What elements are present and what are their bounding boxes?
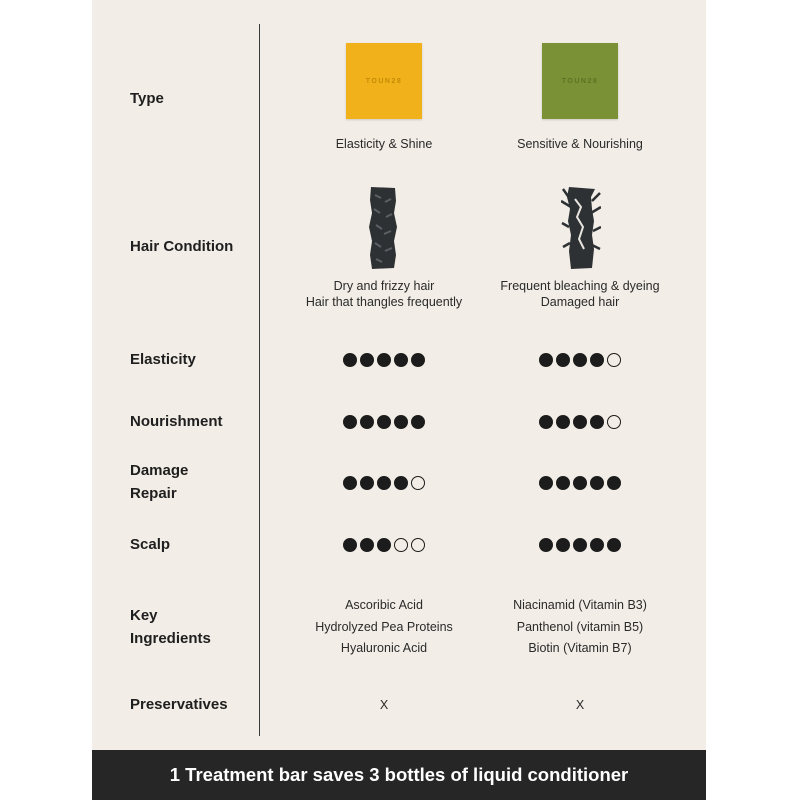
rating-dot-filled [607, 476, 621, 490]
rating-dot-filled [539, 353, 553, 367]
rating-dot-filled [343, 476, 357, 490]
rating-dot-filled [411, 353, 425, 367]
product-type: Elasticity & Shine [335, 137, 433, 151]
rating-dot-filled [573, 476, 587, 490]
rating-dot-filled [556, 538, 570, 552]
rating-dot-filled [607, 538, 621, 552]
scalp-rating [470, 537, 690, 553]
rating-dot-filled [573, 538, 587, 552]
ingredient-item: Biotin (Vitamin B7) [528, 641, 632, 655]
damaged-hair-icon [561, 187, 601, 269]
hair-condition-line: Frequent bleaching & dyeing [500, 279, 660, 293]
damage-repair-rating [470, 475, 690, 491]
rating-dot-filled [539, 415, 553, 429]
row-label-hair-condition: Hair Condition [130, 238, 234, 255]
hair-condition-text [274, 278, 494, 310]
rating-dot-filled [556, 476, 570, 490]
rating-dot-filled [360, 476, 374, 490]
rating-dot-empty [411, 476, 425, 490]
rating-dot-filled [539, 538, 553, 552]
rating-dot-filled [556, 415, 570, 429]
row-label-elasticity: Elasticity [130, 351, 196, 368]
rating-dot-filled [377, 415, 391, 429]
row-label-type: Type [130, 90, 164, 107]
rating-dot-filled [394, 353, 408, 367]
ingredient-item: Panthenol (vitamin B5) [516, 619, 644, 634]
rating-dot-filled [394, 476, 408, 490]
ingredient-item: Niacinamid (Vitamin B3) [513, 598, 647, 612]
row-label-key-ingredients: Key Ingredients [130, 607, 211, 647]
rating-dot-filled [573, 415, 587, 429]
product-type: Sensitive & Nourishing [517, 137, 643, 151]
rating-dot-filled [360, 415, 374, 429]
scalp-rating [274, 537, 494, 553]
rating-dot-filled [590, 353, 604, 367]
rating-dot-filled [377, 476, 391, 490]
rating-dot-filled [539, 476, 553, 490]
product-image-yellow-bar [346, 43, 422, 119]
row-label-damage-repair: Damage Repair [130, 462, 189, 502]
preservatives-value: X [379, 698, 389, 712]
ingredient-item: Hydrolyzed Pea Proteins [315, 619, 453, 634]
product-image-green-bar [542, 43, 618, 119]
damage-repair-rating [274, 475, 494, 491]
rating-dot-filled [343, 353, 357, 367]
product-logo: TOUN28 [365, 78, 403, 85]
rating-dot-filled [590, 538, 604, 552]
rating-dot-filled [590, 476, 604, 490]
preservatives-value: X [575, 698, 585, 712]
ingredients-list [470, 595, 690, 660]
row-label-preservatives: Preservatives [130, 696, 228, 713]
hair-condition-line: Dry and frizzy hair [333, 279, 435, 293]
ingredients-list [274, 595, 494, 660]
rating-dot-empty [607, 415, 621, 429]
row-label-scalp: Scalp [130, 536, 171, 553]
rating-dot-filled [411, 415, 425, 429]
rating-dot-filled [590, 415, 604, 429]
ingredient-item: Ascoribic Acid [345, 598, 423, 612]
nourishment-rating [470, 414, 690, 430]
nourishment-rating [274, 414, 494, 430]
ingredient-item: Hyaluronic Acid [340, 641, 428, 655]
footer-banner: 1 Treatment bar saves 3 bottles of liquid conditioner [92, 750, 706, 800]
hair-condition-line: Hair that thangles frequently [305, 295, 463, 309]
rating-dot-empty [411, 538, 425, 552]
product-logo: TOUN28 [561, 78, 599, 85]
rating-dot-filled [556, 353, 570, 367]
rating-dot-filled [360, 538, 374, 552]
elasticity-rating [274, 352, 494, 368]
frizzy-hair-icon [367, 187, 399, 269]
rating-dot-filled [573, 353, 587, 367]
rating-dot-empty [394, 538, 408, 552]
rating-dot-filled [343, 538, 357, 552]
rating-dot-filled [377, 538, 391, 552]
rating-dot-filled [360, 353, 374, 367]
rating-dot-filled [377, 353, 391, 367]
hair-condition-text [470, 278, 690, 310]
rating-dot-filled [394, 415, 408, 429]
hair-condition-line: Damaged hair [540, 295, 620, 309]
row-label-nourishment: Nourishment [130, 413, 223, 430]
elasticity-rating [470, 352, 690, 368]
column-divider [259, 24, 260, 736]
rating-dot-filled [343, 415, 357, 429]
rating-dot-empty [607, 353, 621, 367]
